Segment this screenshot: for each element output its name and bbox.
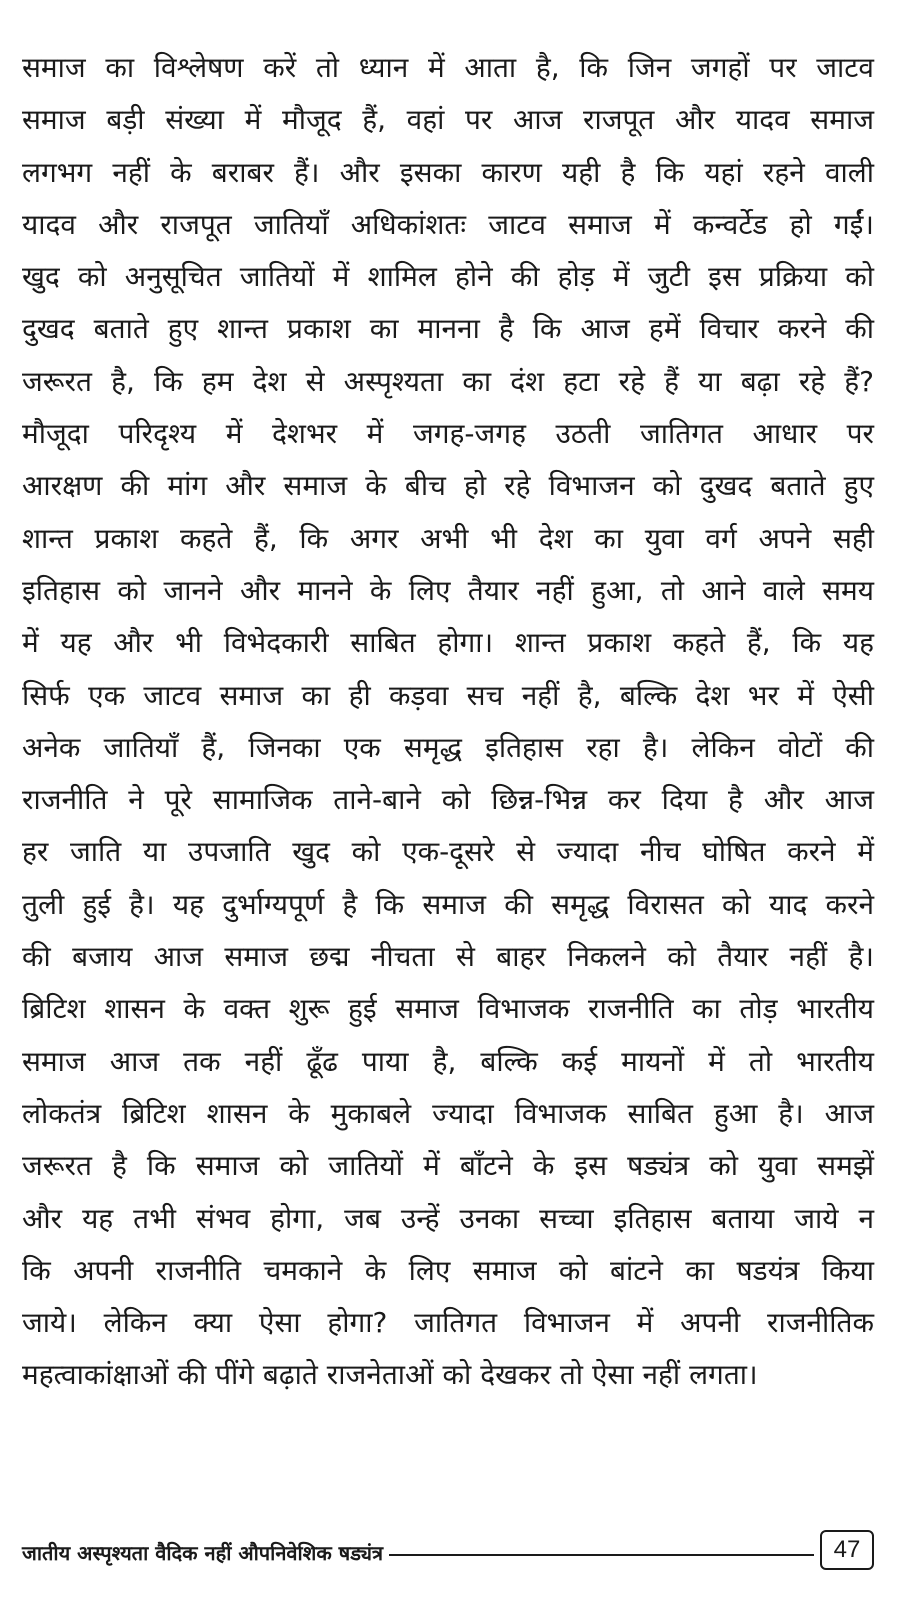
text-line: लोकतंत्र ब्रिटिश शासन के मुकाबले ज्यादा विभाजक साबित हुआ है। आज — [22, 1096, 874, 1130]
page-number: 47 — [820, 1530, 874, 1570]
text-line: की बजाय आज समाज छद्म नीचता से बाहर निकलने को तैयार नहीं है। — [22, 940, 874, 974]
text-line: राजनीति ने पूरे सामाजिक ताने-बाने को छिन्न-भिन्न कर दिया है और आज — [22, 783, 874, 817]
text-line: जरूरत है कि समाज को जातियों में बाँटने के इस षड्यंत्र को युवा समझें — [22, 1149, 874, 1183]
text-line: समाज का विश्लेषण करें तो ध्यान में आता है, कि जिन जगहों पर जाटव — [22, 51, 874, 84]
body-text — [22, 42, 874, 1402]
text-line: दुखद बताते हुए शान्त प्रकाश का मानना है कि आज हमें विचार करने की — [22, 312, 874, 346]
text-line: शान्त प्रकाश कहते हैं, कि अगर अभी भी देश का युवा वर्ग अपने सही — [22, 521, 874, 555]
text-line: में यह और भी विभेदकारी साबित होगा। शान्त प्रकाश कहते हैं, कि यह — [22, 626, 874, 660]
text-line: अनेक जातियाँ हैं, जिनका एक समृद्ध इतिहास रहा है। लेकिन वोटों की — [22, 730, 874, 764]
text-line: समाज आज तक नहीं ढूँढ पाया है, बल्कि कई मायनों में तो भारतीय — [22, 1044, 874, 1078]
text-line: कि अपनी राजनीति चमकाने के लिए समाज को बांटने का षडयंत्र किया — [22, 1253, 874, 1287]
text-line: जरूरत है, कि हम देश से अस्पृश्यता का दंश हटा रहे हैं या बढ़ा रहे हैं? — [22, 364, 874, 398]
text-line: समाज बड़ी संख्या में मौजूद हैं, वहां पर आज राजपूत और यादव समाज — [22, 103, 874, 137]
page-footer — [22, 1530, 874, 1574]
text-line: जाये। लेकिन क्या ऐसा होगा? जातिगत विभाजन में अपनी राजनीतिक — [22, 1306, 874, 1340]
text-line: महत्वाकांक्षाओं की पींगे बढ़ाते राजनेताओं को देखकर तो ऐसा नहीं लगता। — [22, 1358, 758, 1392]
text-line: और यह तभी संभव होगा, जब उन्हें उनका सच्चा इतिहास बताया जाये न — [22, 1201, 874, 1235]
text-line: ब्रिटिश शासन के वक्त शुरू हुई समाज विभाजक राजनीति का तोड़ भारतीय — [22, 992, 874, 1026]
text-line: मौजूदा परिदृश्य में देशभर में जगह-जगह उठती जातिगत आधार पर — [22, 417, 874, 451]
text-line: लगभग नहीं के बराबर हैं। और इसका कारण यही है कि यहां रहने वाली — [22, 155, 874, 189]
text-line: हर जाति या उपजाति खुद को एक-दूसरे से ज्यादा नीच घोषित करने में — [22, 835, 874, 869]
text-line: सिर्फ एक जाटव समाज का ही कड़वा सच नहीं है, बल्कि देश भर में ऐसी — [22, 678, 874, 712]
text-line: आरक्षण की मांग और समाज के बीच हो रहे विभाजन को दुखद बताते हुए — [22, 469, 874, 503]
text-line: यादव और राजपूत जातियाँ अधिकांशतः जाटव समाज में कन्वर्टेड हो गईं। — [22, 207, 874, 241]
text-line: इतिहास को जानने और मानने के लिए तैयार नहीं हुआ, तो आने वाले समय — [22, 573, 874, 607]
running-title: जातीय अस्पृश्यता वैदिक नहीं औपनिवेशिक षड्यंत्र — [22, 1538, 389, 1568]
text-line: खुद को अनुसूचित जातियों में शामिल होने की होड़ में जुटी इस प्रक्रिया को — [22, 260, 874, 294]
text-line: तुली हुई है। यह दुर्भाग्यपूर्ण है कि समाज की समृद्ध विरासत को याद करने — [22, 887, 874, 921]
